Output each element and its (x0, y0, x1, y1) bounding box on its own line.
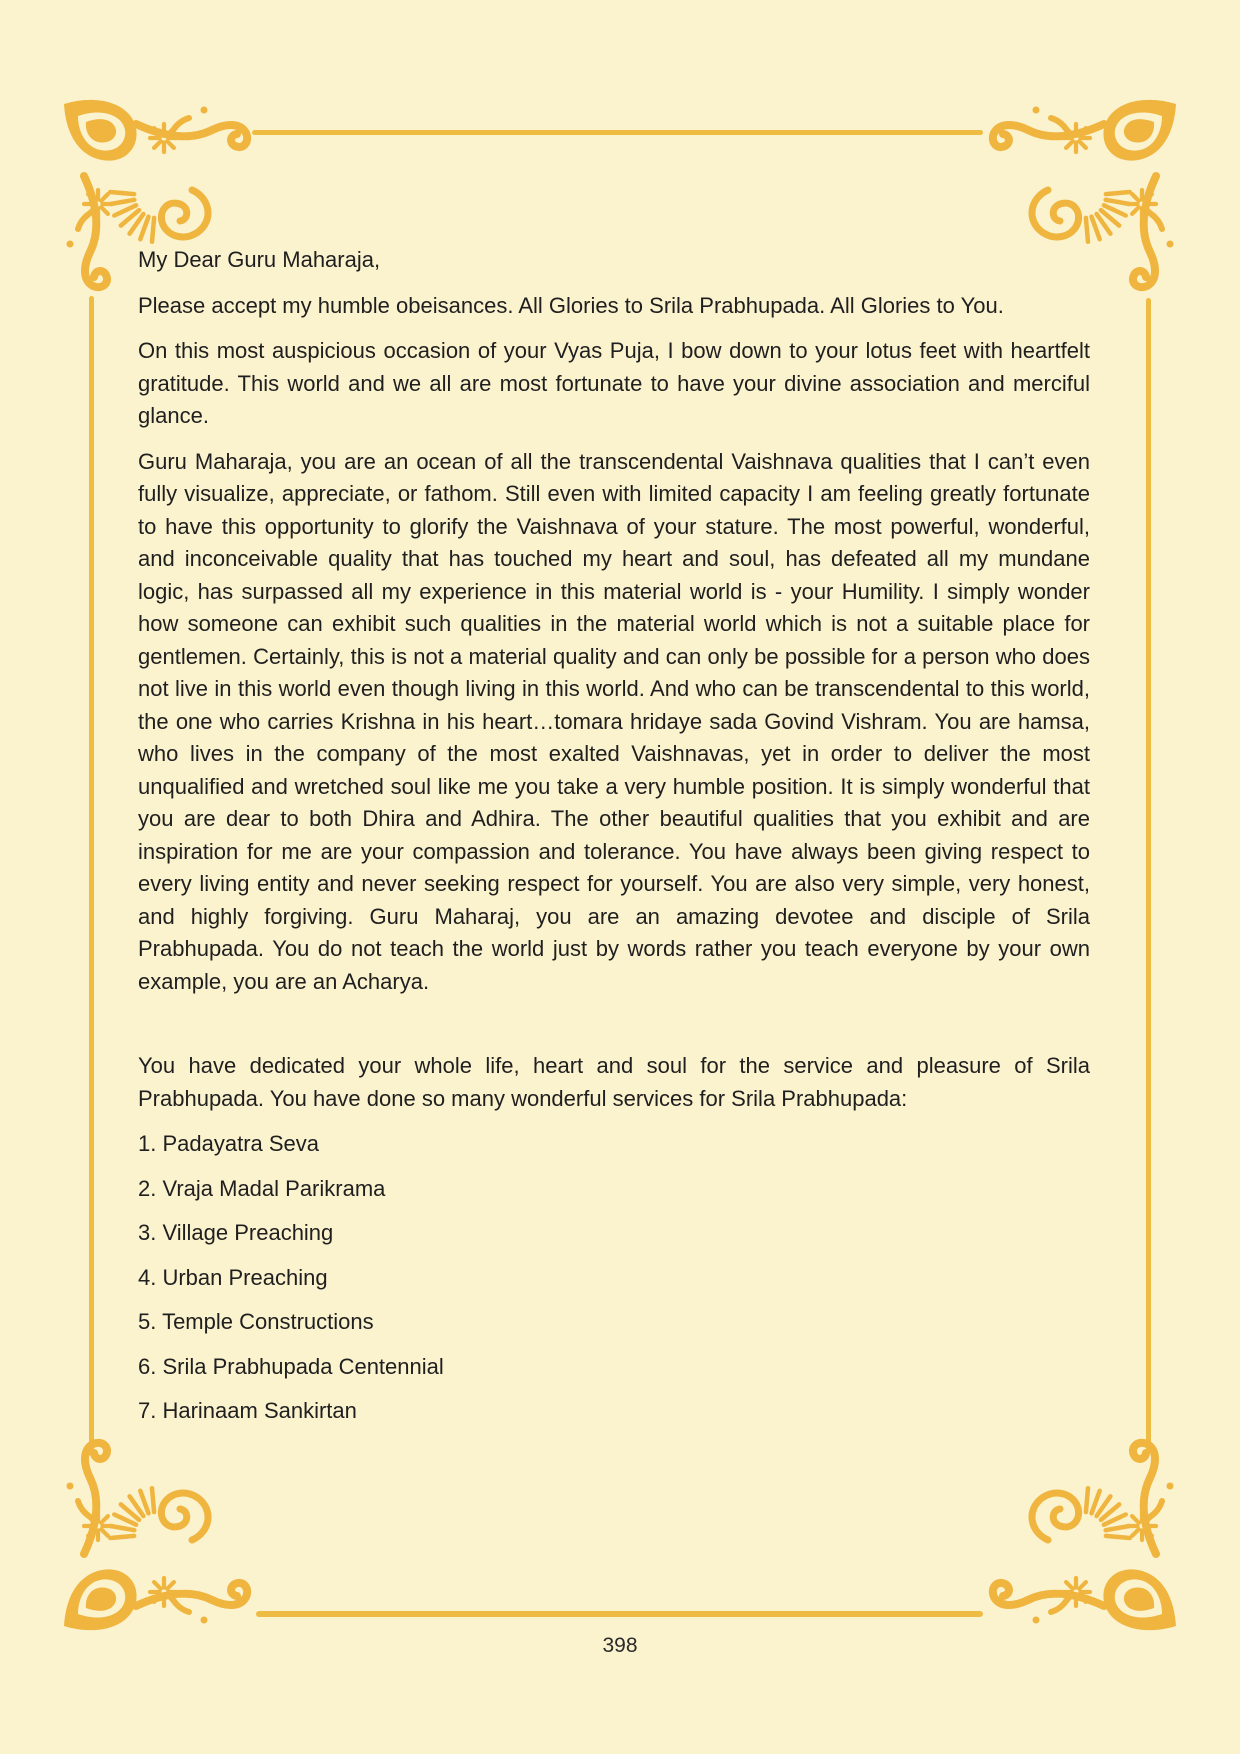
service-item: 1. Padayatra Seva (138, 1131, 320, 1156)
letter-body (138, 244, 1090, 1440)
page-number: 398 (602, 1634, 638, 1657)
frame-line-left (89, 296, 94, 1456)
paragraph-obeisances: Please accept my humble obeisances. All Glories to Srila Prabhupada. All Glories to You. (138, 292, 1004, 318)
paragraph-vyas-puja: On this most auspicious occasion of your Vyas Puja, I bow down to your lotus feet with heartfelt gratitude. This world and we all are most fortunate to have your divine association and merciful glance. (138, 338, 1090, 428)
service-item: 7. Harinaam Sankirtan (138, 1398, 357, 1423)
service-item: 3. Village Preaching (138, 1220, 334, 1245)
frame-line-right (1146, 298, 1151, 1454)
floral-corner-ornament-icon (52, 1438, 252, 1638)
service-item: 5. Temple Constructions (138, 1309, 374, 1334)
frame-line-bottom (256, 1611, 983, 1617)
service-item: 6. Srila Prabhupada Centennial (138, 1353, 444, 1379)
service-item: 2. Vraja Madal Parikrama (138, 1175, 386, 1201)
frame-line-top (252, 130, 983, 135)
salutation: My Dear Guru Maharaja, (138, 247, 381, 272)
service-item: 4. Urban Preaching (138, 1264, 328, 1290)
floral-corner-ornament-icon (988, 1438, 1188, 1638)
paragraph-qualities: Guru Maharaja, you are an ocean of all the transcendental Vaishnava qualities that I can’t even fully visualize, appreciate, or fathom. Still even with limited capacity I am feeling greatly fortunate to have this opportunity to glorify the Vaishnava of your stature. The most powerful, wonderful, and inconceivable quality that has touched my heart and soul, has defeated all my mundane logic, has surpassed all my experience in this material world is - your Humility. I simply wonder how someone can exhibit such qualities in the material world which is not a suitable place for gentlemen. Certainly, this is not a material quality and can only be possible for a person who does not live in this world even though living in this world. And who can be transcendental to this world, the one who carries Krishna in his heart…tomara hridaye sada Govind Vishram. You are hamsa, who lives in the company of the most exalted Vaishnavas, yet in order to deliver the most unqualified and wretched soul like me you take a very humble position. It is simply wonderful that you are dear to both Dhira and Adhira. The other beautiful qualities that you exhibit and are inspiration for me are your compassion and tolerance. You have always been giving respect to every living entity and never seeking respect for yourself. You are also very simple, very honest, and highly forgiving. Guru Maharaj, you are an amazing devotee and disciple of Srila Prabhupada. You do not teach the world just by words rather you teach everyone by your own example, you are an Acharya. (138, 448, 1090, 994)
paragraph-dedication: You have dedicated your whole life, heart and soul for the service and pleasure of Srila Prabhupada. You have done so many wonderful services for Srila Prabhupada: (138, 1053, 1090, 1111)
